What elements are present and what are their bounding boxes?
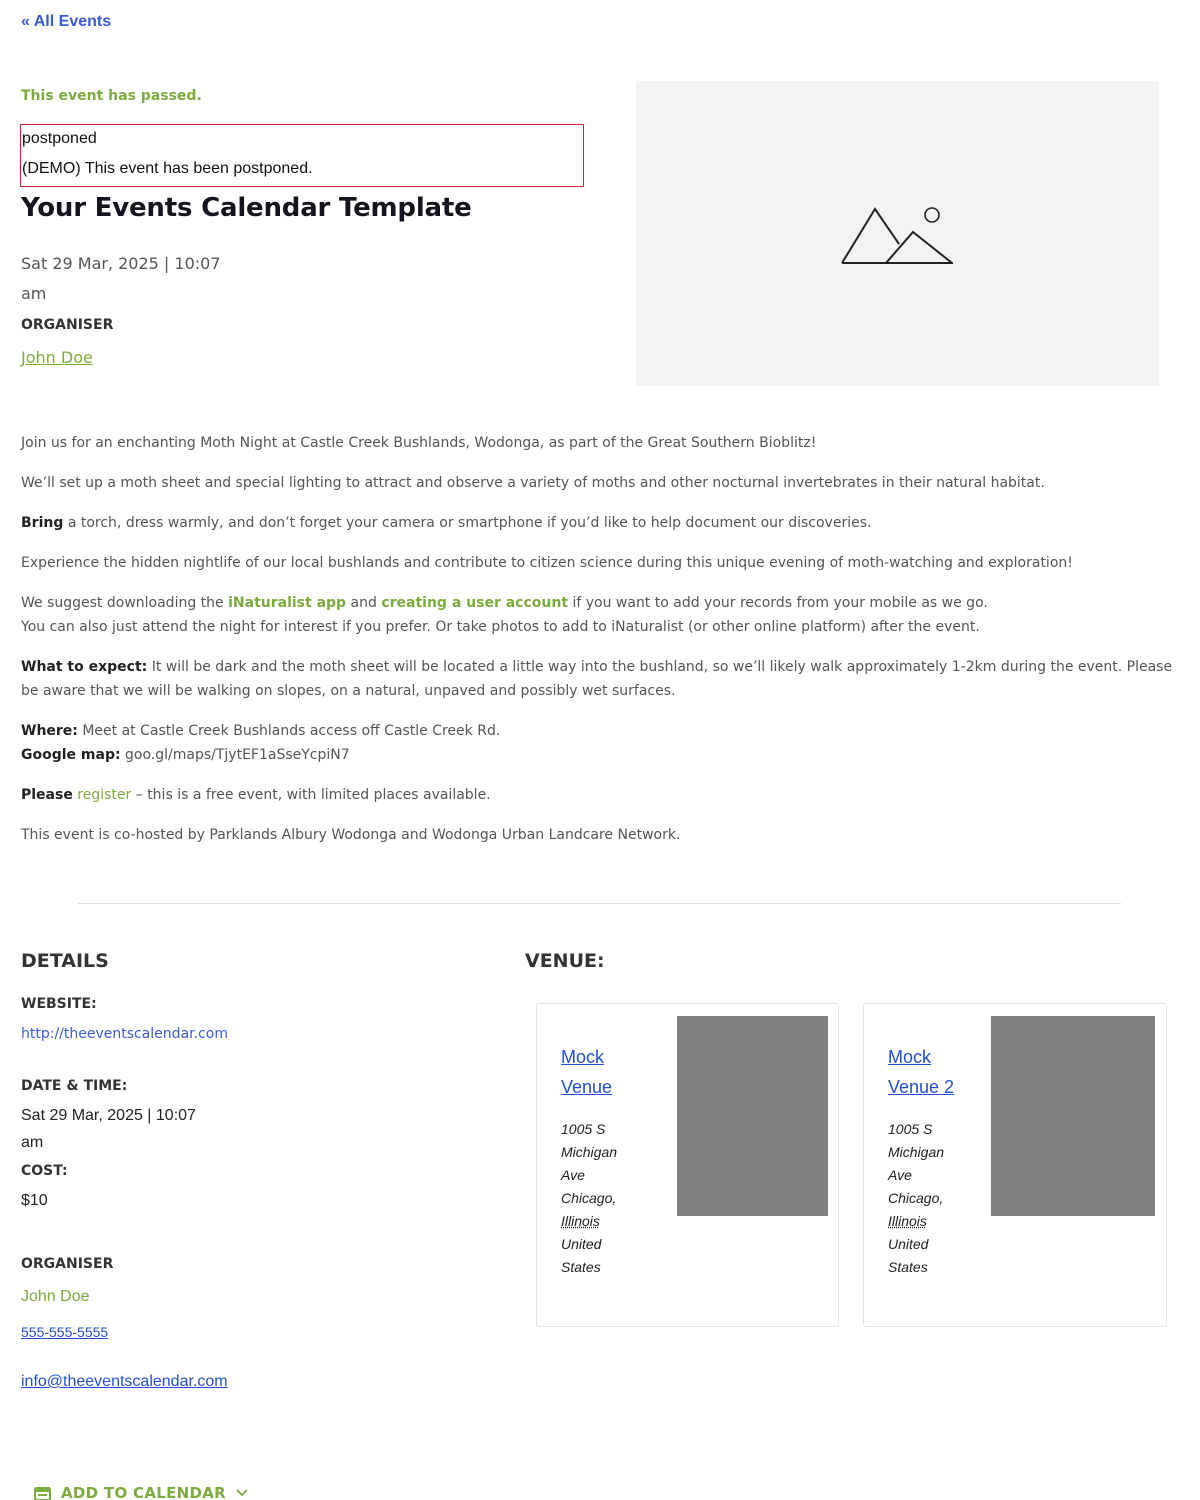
- description-paragraph: [21, 783, 1181, 807]
- create-account-link[interactable]: creating a user account: [381, 595, 569, 611]
- venue-image: [677, 1016, 828, 1216]
- phone-link[interactable]: 555-555-5555: [21, 1324, 109, 1340]
- text: Meet at Castle Creek Bushlands access off Castle Creek Rd.: [77, 723, 501, 739]
- organiser-label: ORGANISER: [21, 317, 114, 333]
- organiser-label: ORGANISER: [21, 1256, 114, 1272]
- text: a torch, dress warmly, and don’t forget your camera or smartphone if you’d like to help document our discoveries.: [63, 515, 872, 531]
- description-paragraph: [21, 511, 1181, 535]
- datetime-value: Sat 29 Mar, 2025 | 10:07: [21, 1107, 196, 1124]
- image-icon: [841, 204, 953, 264]
- cost-value: $10: [21, 1192, 48, 1209]
- bold-text: Please: [21, 787, 73, 803]
- register-link[interactable]: register: [77, 787, 132, 803]
- description-paragraph: We’ll set up a moth sheet and special lighting to attract and observe a variety of moths and other nocturnal invertebrates in their natural habitat.: [21, 475, 1045, 491]
- venue-address: 1005 S Michigan Ave Chicago, Illinois United States: [888, 1121, 945, 1275]
- details-heading: DETAILS: [21, 950, 109, 972]
- website-link[interactable]: http://theeventscalendar.com: [21, 1026, 228, 1042]
- text: We suggest downloading the: [21, 595, 229, 611]
- bold-text: What to expect:: [21, 659, 148, 675]
- bold-text: Where:: [21, 723, 78, 739]
- add-to-calendar-button[interactable]: [34, 1484, 248, 1500]
- organiser-link[interactable]: John Doe: [21, 348, 93, 367]
- event-description: [21, 431, 1181, 863]
- description-paragraph: [21, 719, 1181, 767]
- venue-heading: VENUE:: [525, 950, 605, 972]
- venue-card: [536, 1003, 839, 1327]
- text: and: [346, 595, 382, 611]
- description-paragraph: [21, 655, 1181, 703]
- datetime-value-suffix: am: [21, 1134, 44, 1151]
- all-events-link[interactable]: « All Events: [21, 13, 112, 30]
- datetime-label: DATE & TIME:: [21, 1078, 128, 1094]
- bold-text: Bring: [21, 515, 64, 531]
- organiser-name-link[interactable]: John Doe: [21, 1288, 90, 1305]
- description-paragraph: Experience the hidden nightlife of our local bushlands and contribute to citizen science during this unique evening of moth-watching and exploration!: [21, 555, 1073, 571]
- event-passed-notice: This event has passed.: [21, 88, 202, 104]
- event-time-suffix: am: [21, 284, 47, 303]
- description-paragraph: [21, 591, 1181, 639]
- event-title: Your Events Calendar Template: [21, 193, 472, 223]
- calendar-icon: [34, 1486, 51, 1500]
- text: You can also just attend the night for interest if you prefer. Or take photos to add to iNaturalist (or other online platform) after the event.: [21, 619, 980, 635]
- event-image-placeholder: [636, 81, 1159, 386]
- divider: [78, 903, 1121, 904]
- text: – this is a free event, with limited places available.: [131, 787, 491, 803]
- description-paragraph: This event is co-hosted by Parklands Albury Wodonga and Wodonga Urban Landcare Network.: [21, 827, 681, 843]
- add-to-calendar-label: ADD TO CALENDAR: [61, 1484, 227, 1500]
- text: if you want to add your records from your mobile as we go.: [568, 595, 988, 611]
- text: It will be dark and the moth sheet will be located a little way into the bushland, so we’ll likely walk approximately 1-2km during the event. Please be aware that we will be walking on slopes, on a natural, unpaved and possibly wet surfaces.: [21, 659, 1173, 699]
- bold-text: Google map:: [21, 747, 121, 763]
- postponed-notice: [20, 124, 584, 187]
- venue-address: 1005 S Michigan Ave Chicago, Illinois United States: [561, 1121, 618, 1275]
- website-label: WEBSITE:: [21, 996, 97, 1012]
- chevron-down-icon: [236, 1489, 248, 1497]
- inaturalist-app-link[interactable]: iNaturalist app: [228, 595, 347, 611]
- postponed-label: postponed: [22, 130, 97, 147]
- description-paragraph: Join us for an enchanting Moth Night at Castle Creek Bushlands, Wodonga, as part of the Great Southern Bioblitz!: [21, 435, 817, 451]
- email-link[interactable]: info@theeventscalendar.com: [21, 1373, 228, 1390]
- text: goo.gl/maps/TjytEF1aSseYcpiN7: [120, 747, 350, 763]
- cost-label: COST:: [21, 1163, 68, 1179]
- event-date: Sat 29 Mar, 2025 | 10:07: [21, 254, 221, 273]
- venue-name-link[interactable]: Mock Venue: [561, 1047, 613, 1097]
- venue-card: [863, 1003, 1167, 1327]
- postponed-message: (DEMO) This event has been postponed.: [22, 160, 313, 177]
- venue-image: [991, 1016, 1155, 1216]
- venue-name-link[interactable]: Mock Venue 2: [888, 1047, 955, 1097]
